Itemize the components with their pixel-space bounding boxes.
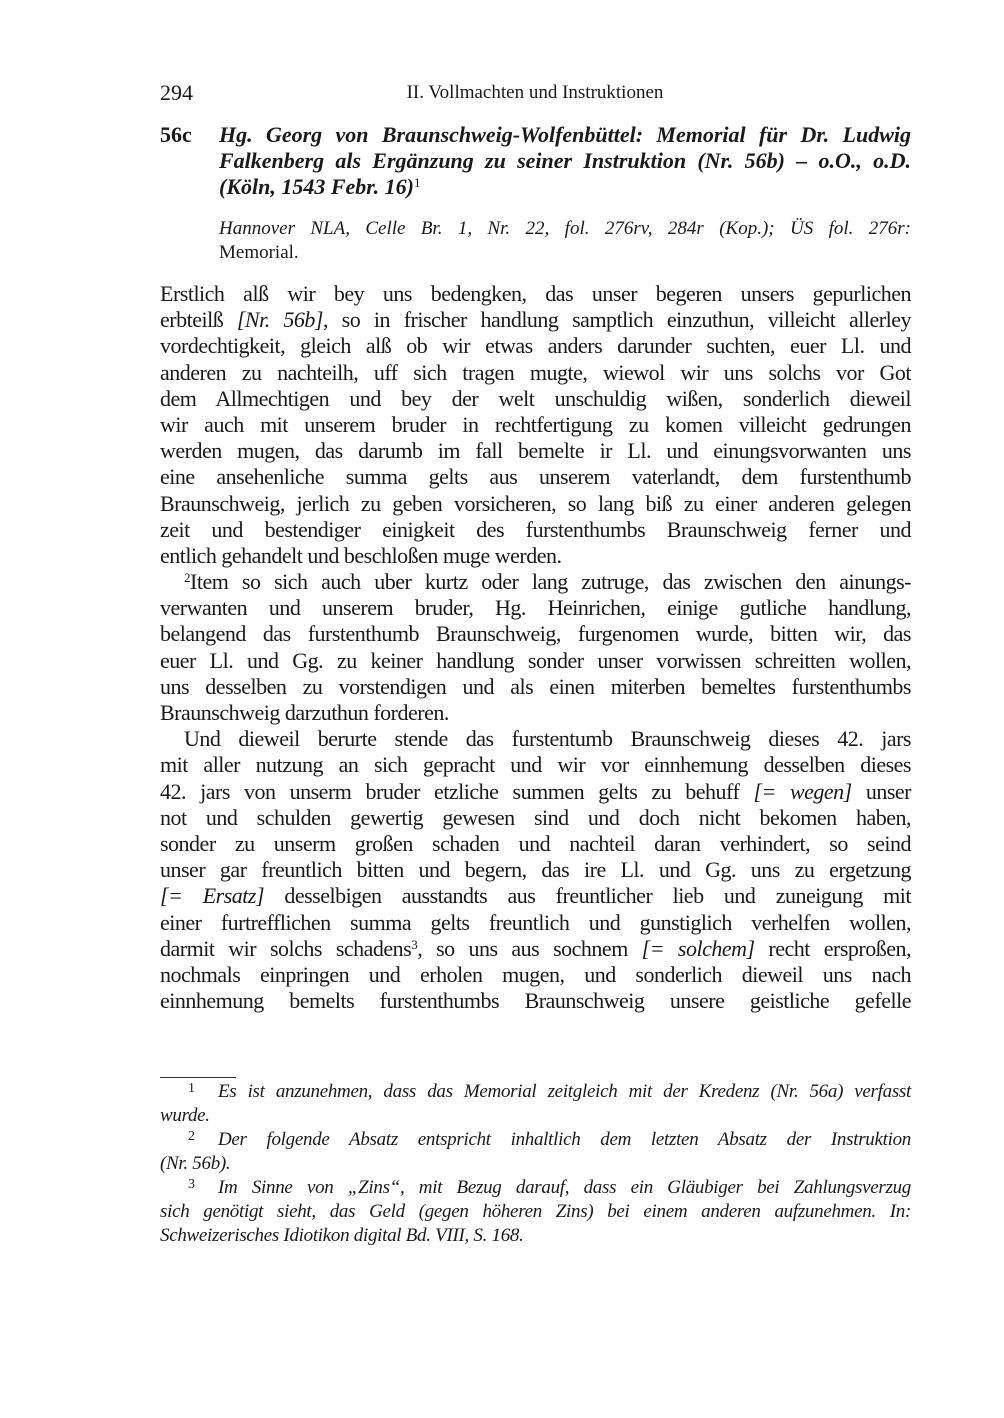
body-line: anderen zu nachteilh, uff sich tragen mugte, wiewol wir uns solchs vor Got [160, 359, 911, 385]
body-text [160, 281, 911, 1014]
body-line: uns desselben zu vorstendigen und als einen miterben bemeltes furstenthumbs [160, 673, 911, 699]
body-line: wir auch mit unserem bruder in rechtfertigung zu komen villeicht gedrungen [160, 411, 911, 437]
footnote-ref[interactable]: 1 [413, 175, 421, 190]
footnote-line: (Nr. 56b). [160, 1153, 231, 1174]
body-line: Erstlich alß wir bey uns bedengken, das unser begeren unsers gepurlichen [160, 281, 911, 306]
body-line: Braunschweig darzuthun forderen. [160, 700, 449, 725]
footnote-line: 2 Der folgende Absatz entspricht inhaltlich dem letzten Absatz der Instruktion [188, 1129, 911, 1150]
editorial-insertion: [Nr. 56b] [236, 307, 323, 333]
body-line: eine ansehenliche summa gelts aus unserem vaterlandt, dem furstenthumb [160, 464, 911, 490]
body-line: $^2$Item so sich auch uber kurtz oder lang zutruge, das zwischen den ainungs- [184, 569, 911, 595]
body-line: unser gar freuntlich bitten und begern, das ire Ll. und Gg. uns zu ergetzung [160, 857, 911, 883]
body-line: Und dieweil berurte stende das furstentumb Braunschweig dieses 42. jars [184, 726, 911, 752]
footnote-line: 3 Im Sinne von „Zins“, mit Bezug darauf, dass ein Gläubiger bei Zahlungsverzug [188, 1177, 911, 1198]
footnote-line: wurde. [160, 1105, 210, 1126]
title-line [219, 174, 911, 200]
body-line: einer furtrefflichen summa gelts freuntlich und gunstiglich verhelfen wollen, [160, 909, 911, 935]
source-line: Memorial. [219, 242, 299, 263]
editorial-insertion: [= Ersatz] [160, 883, 265, 909]
title-line: Falkenberg als Ergänzung zu seiner Instruktion (Nr. 56b) – o.O., o.D. [219, 148, 911, 173]
body-line: zeit und bestendiger einigkeit des furstenthumbs Braunschweig ferner und [160, 516, 911, 542]
source-note [219, 217, 911, 265]
running-head: II. Vollmachten und Instruktionen [406, 82, 664, 103]
body-line: einnhemung bemelts furstenthumbs Braunschweig unsere geistliche gefelle [160, 988, 911, 1014]
body-line: darmit wir solchs schadens$^3$, so uns aus sochnem [= solchem] recht ersproßen, [160, 935, 911, 961]
body-line: erbteilß [Nr. 56b], so in frischer handlung samptlich einzuthun, villeicht allerley [160, 307, 911, 333]
footnote-ref[interactable]: 2 [184, 570, 190, 586]
footnote-line: sich genötigt sieht, das Geld (gegen höheren Zins) bei einem anderen aufzunehmen. In: [160, 1201, 911, 1222]
footnote-rule [160, 1077, 236, 1078]
footnote-ref[interactable]: 3 [411, 936, 418, 952]
title-line-text: (Köln, 1543 Febr. 16) [219, 174, 414, 199]
footnote-line: 1 Es ist anzunehmen, dass das Memorial zeitgleich mit der Kredenz (Nr. 56a) verfasst [188, 1081, 911, 1102]
title-line: Hg. Georg von Braunschweig-Wolfenbüttel: Memorial für Dr. Ludwig [219, 122, 911, 147]
body-line: dem Allmechtigen und bey der welt unschuldig wißen, sonderlich dieweil [160, 385, 911, 411]
editorial-insertion: [= solchem] [641, 935, 755, 961]
source-line [219, 217, 911, 241]
body-line: sonder zu unserm großen schaden und nachteil daran verhindert, so seind [160, 830, 911, 856]
footnotes [160, 1080, 911, 1248]
body-line: Braunschweig, jerlich zu geben vorsicheren, so lang biß zu einer anderen gelegen [160, 490, 911, 516]
source-text: Hannover NLA, Celle Br. 1, Nr. 22, fol. 276rv, 284r (Kop.); ÜS fol. 276r: [219, 218, 911, 239]
body-line: vordechtigkeit, gleich alß ob wir etwas anders darunder suchten, euer Ll. und [160, 333, 911, 359]
document-title [219, 122, 911, 200]
page-number: 294 [160, 80, 193, 105]
body-line: werden mugen, das darumb im fall bemelte ir Ll. und einungsvorwanten uns [160, 438, 911, 464]
body-line: entlich gehandelt und beschloßen muge werden. [160, 542, 562, 568]
body-line: [= Ersatz] desselbigen ausstandts aus freuntlicher lieb und zuneigung mit [160, 883, 911, 909]
body-line: euer Ll. und Gg. zu keiner handlung sonder unser vorwissen schreitten wollen, [160, 647, 911, 673]
body-line: not und schulden gewertig gewesen sind und doch nicht bekomen haben, [160, 804, 911, 830]
body-line: 42. jars von unserm bruder etzliche summen gelts zu behuff [= wegen] unser [160, 778, 912, 804]
document-number: 56c [160, 122, 192, 147]
body-line: nochmals einpringen und erholen mugen, und sonderlich dieweil uns nach [160, 961, 911, 987]
body-line: belangend das furstenthumb Braunschweig, furgenomen wurde, bitten wir, das [160, 621, 911, 647]
editorial-insertion: [= wegen] [753, 778, 852, 804]
body-line: verwanten und unserem bruder, Hg. Heinrichen, einige gutliche handlung, [160, 595, 911, 621]
footnote-line: Schweizerisches Idiotikon digital Bd. VIII, S. 168. [160, 1225, 524, 1246]
body-line: mit aller nutzung an sich gepracht und wir vor einnhemung desselben dieses [160, 752, 911, 778]
